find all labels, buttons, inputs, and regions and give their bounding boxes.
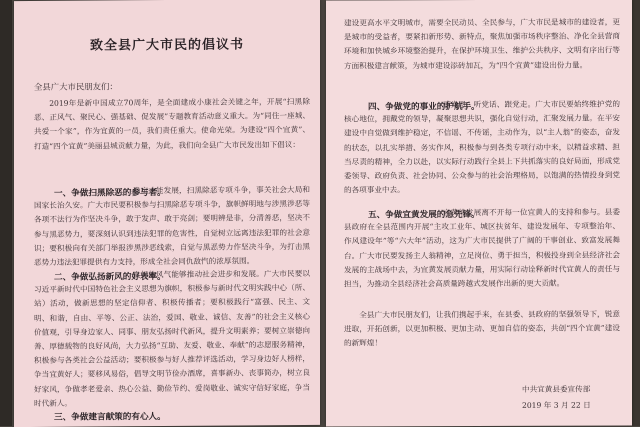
section-body-4: 感党恩、听党话、跟党走。广大市民要始终维护党的核心地位，拥戴党的领导，凝聚思想共识，强化自觉行动，汇聚发展力量。在平安建设中自觉做到维护稳定，不信谣、不传谣，主动作为，以“主人翁”的姿态，奋发的状态，以扎实举措、务实作风，积极参与到各类专项行动中来，以精益求精、担当尽责的精神，全力以赴，以实际行动践行全县上下共抓落实的良好局面，形成党委领导、政府负责、社会协同、公众参与的社会治理格局，以饱满的热情投身到党的各项事业中去。 — [344, 99, 620, 195]
section-body-3: 建设更高水平文明城市，需要全民动员、全民参与，广大市民是城市的建设者，更是城市的受益者，要紧扣新形势、新特点，聚焦加强市场秩序整治、净化全县营商环境和加快城乡环境整治提升，在保护环境卫生、维护公共秩序、文明有序出行等方面积极建言献策，为城市建设添砖加瓦，为“四个宜黄”建设出份力量。 — [344, 17, 620, 71]
closing-paragraph: 全县广大市民朋友们，让我们携起手来，在县委、县政府的坚强领导下，锐意进取，开拓创新，以更加积极、更加主动、更加自信的姿态，共创“四个宜黄”建设的新辉煌！ — [344, 309, 620, 348]
section-body-2: 良好的风气能够推动社会进步和发展。广大市民要以习近平新时代中国特色社会主义思想为旗帜，积极参与新时代文明实践中心（所、站）活动，做新思想的坚定信仰者、积极传播者；要积极践行“富强、民主、文明、和谐，自由、平等、公正、法治，爱国、敬业、诚信、友善”的社会主义核心价值观，引导身边家人、同事、朋友弘扬时代新风，提升文明素养；要树立崇德向善、厚德载物的良好风尚，大力弘扬“互助、友爱、敬业、奉献”的志愿服务精神，积极参与各类社会公益活动；要积极参与好人推荐评选活动，学习身边好人榜样，争当宜黄好人；要移风易俗，倡导文明节俭办酒席，喜事新办、丧事简办，树立良好家风，争做孝老爱亲、热心公益、勤俭节约、爱岗敬业、诚实守信好家庭，争当时代新人。 — [34, 269, 310, 408]
signature-org: 中共宜黄县委宣传部 — [522, 384, 591, 394]
page-right — [326, 0, 632, 427]
section-body-1: 稳定才能发展，扫黑除恶专项斗争，事关社会大局和国家长治久安。广大市民要积极参与扫黑除恶专项斗争，旗帜鲜明地与涉黑涉恶等各项不法行为作坚决斗争，敢于发声、敢于亮剑；要明辨是非，分清善恶，坚决不参与黑恶势力，要深刻认识到违法犯罪的危害性，自觉树立远离违法犯罪的社会意识；要积极向有关部门举报涉黑涉恶线索，自觉与黑恶势力作坚决斗争，为打击黑恶势力违法犯罪提供有力支持，形成全社会同仇敌忾的浓厚氛围。 — [34, 185, 310, 267]
section-heading-2: 二、争做弘扬新风的好表率。 — [54, 272, 166, 283]
background-edge-left — [0, 0, 12, 426]
section-heading-5: 五、争做宜黄发展的急先锋。 — [368, 209, 480, 221]
section-heading-4: 四、争做党的事业的护航手。 — [368, 101, 480, 113]
salutation: 全县广大市民朋友们： — [34, 81, 118, 92]
signature-date: 2019 年 3 月 22 日 — [522, 400, 591, 410]
section-body-5: 宜黄的发展离不开每一位宜黄人的支持和参与。县委县政府在全县范围内开展“主攻工业年、城区扶贫年、建设发展年、专项整治年、作风建设年”等“六大年”活动，这为广大市民提供了广阔的干事创业、致富发展舞台。广大市民要发扬主人翁精神，立足岗位、勇于担当，积极投身到全县经济社会发展的主战场中去，为宜黄发展贡献力量，用实际行动诠释新时代宜黄人的责任与担当，为推动全县经济社会高质量跨越式发展作出新的更大贡献。 — [344, 207, 620, 289]
document-title: 致全县广大市民的倡议书 — [89, 37, 244, 54]
section-heading-1: 一、争做扫黑除恶的参与者。 — [54, 188, 166, 199]
page-left — [14, 0, 320, 427]
intro-paragraph: 2019年是新中国成立70周年，是全面建成小康社会关键之年，开展“扫黑除恶、正风气、聚民心、强基础、促发展”专题教育活动意义重大。为“同住一座城、共爱一个家”，作为宜黄的一员，我们责任重大。使命光荣。为建设“四个宜黄”、打造“四个宜黄”美丽县城贡献力量，为此，我们向全县广大市民发出如下倡议： — [34, 97, 310, 151]
section-heading-3: 三、争做建言献策的有心人。 — [54, 412, 166, 423]
